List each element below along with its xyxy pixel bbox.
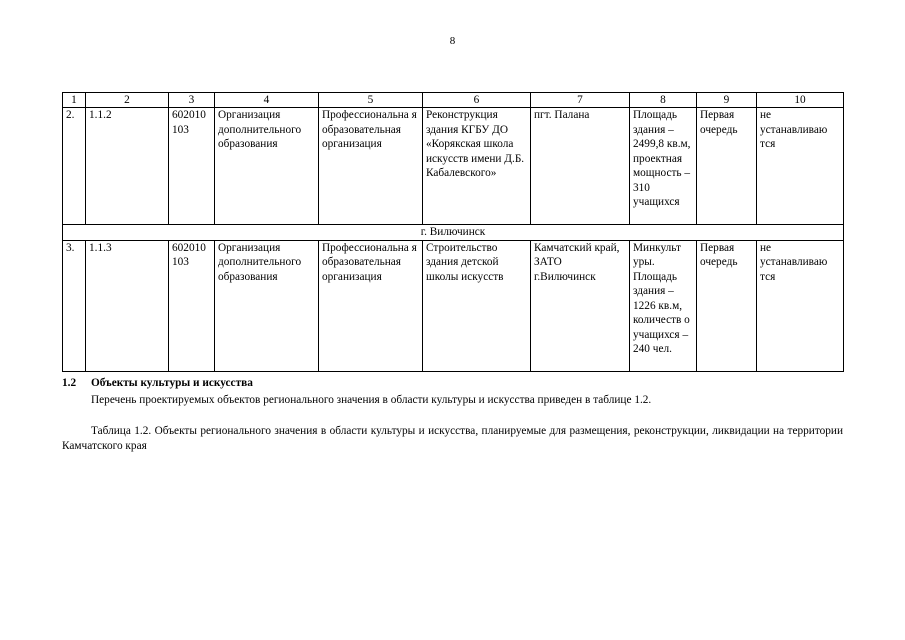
table-cell: 602010 103 <box>169 108 215 225</box>
table-cell: Профессиональна я образовательная организация <box>319 240 423 371</box>
header-cell: 1 <box>63 93 86 108</box>
page-number: 8 <box>449 35 456 47</box>
objects-table <box>62 92 844 372</box>
header-cell: 2 <box>86 93 169 108</box>
table-cell: Организация дополнительного образования <box>215 108 319 225</box>
table-cell: Минкульт уры. Площадь здания – 1226 кв.м, количеств о учащихся – 240 чел. <box>630 240 697 371</box>
header-cell: 8 <box>630 93 697 108</box>
section-title: Объекты культуры и искусства <box>91 377 253 389</box>
section-number: 1.2 <box>62 377 77 389</box>
table-cell: Организация дополнительного образования <box>215 240 319 371</box>
paragraph: Перечень проектируемых объектов регионального значения в области культуры и искусства приведен в таблице 1.2. <box>91 394 652 406</box>
table-cell: 1.1.2 <box>86 108 169 225</box>
table-cell: пгт. Палана <box>531 108 630 225</box>
table-cell: Первая очередь <box>697 240 757 371</box>
table-cell: 2. <box>63 108 86 225</box>
table-cell: Строительство здания детской школы искусств <box>423 240 531 371</box>
city-row <box>63 225 844 241</box>
table-cell: Первая очередь <box>697 108 757 225</box>
header-cell: 7 <box>531 93 630 108</box>
table-row <box>63 108 844 225</box>
table-cell: не устанавливаю тся <box>757 108 844 225</box>
header-cell: 5 <box>319 93 423 108</box>
table-cell: Профессиональна я образовательная организация <box>319 108 423 225</box>
city-cell: г. Вилючинск <box>63 225 844 241</box>
table-header-row <box>63 93 844 108</box>
table-cell: Камчатский край, ЗАТО г.Вилючинск <box>531 240 630 371</box>
header-cell: 9 <box>697 93 757 108</box>
table-row <box>63 240 844 371</box>
table-caption: Таблица 1.2. Объекты регионального значения в области культуры и искусства, планируемые для размещения, реконструкции, ликвидации на территории Камчатского края <box>62 425 843 452</box>
section-heading <box>62 377 253 389</box>
table-cell: 3. <box>63 240 86 371</box>
header-cell: 6 <box>423 93 531 108</box>
header-cell: 3 <box>169 93 215 108</box>
header-cell: 10 <box>757 93 844 108</box>
table-cell: 602010 103 <box>169 240 215 371</box>
table-cell: 1.1.3 <box>86 240 169 371</box>
table-cell: Площадь здания – 2499,8 кв.м, проектная мощность – 310 учащихся <box>630 108 697 225</box>
header-cell: 4 <box>215 93 319 108</box>
table-cell: Реконструкция здания КГБУ ДО «Корякская школа искусств имени Д.Б. Кабалевского» <box>423 108 531 225</box>
table-cell: не устанавливаю тся <box>757 240 844 371</box>
